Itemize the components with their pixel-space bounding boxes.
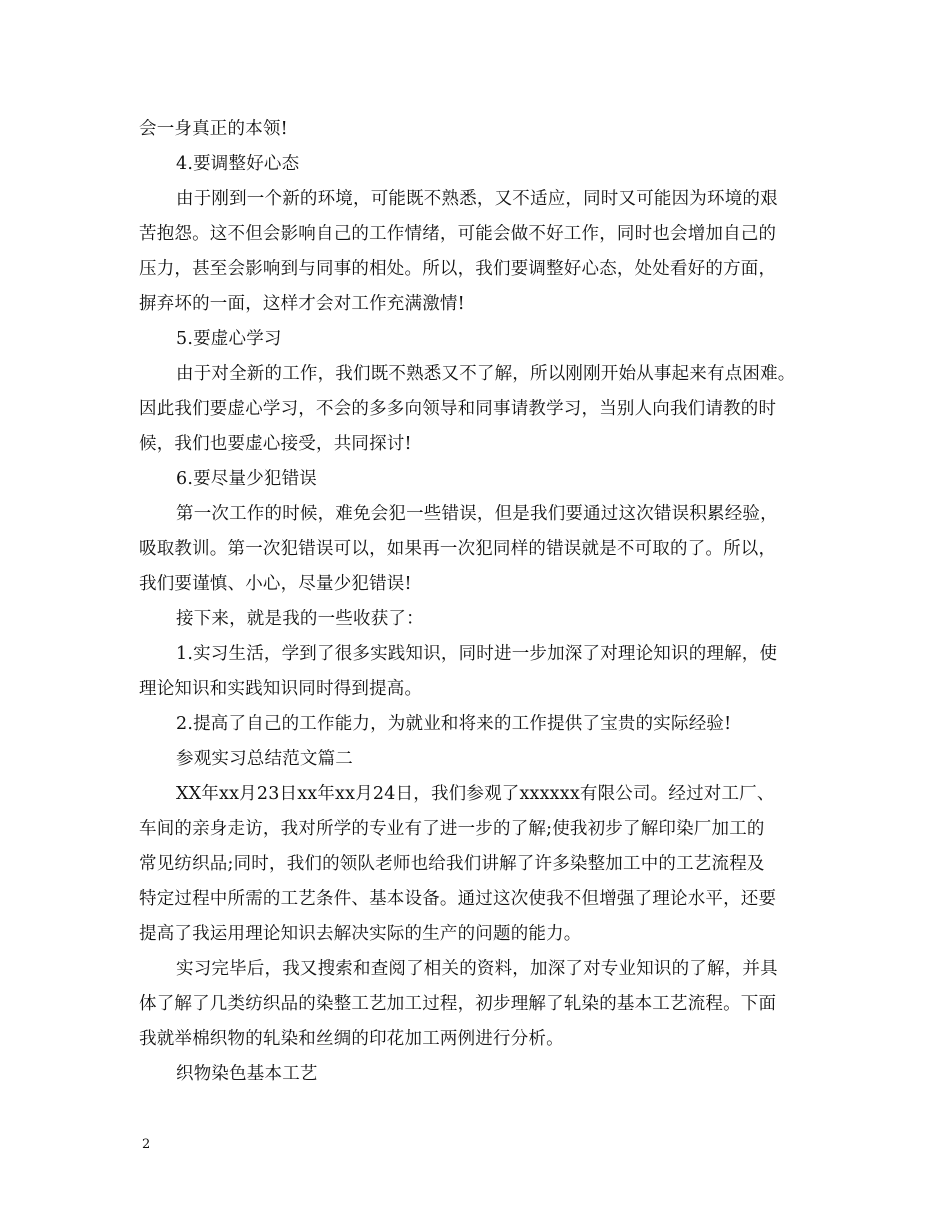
text-line: 理论知识和实践知识同时得到提高。 <box>139 679 423 699</box>
text-line: 接下来，就是我的一些收获了： <box>176 609 424 629</box>
text-line: 吸取教训。第一次犯错误可以，如果再一次犯同样的错误就是不可取的了。所以， <box>139 539 777 559</box>
text-line: 候，我们也要虚心接受，共同探讨! <box>139 434 412 454</box>
section-title: 参观实习总结范文篇二 <box>176 749 353 769</box>
text-line: 特定过程中所需的工艺条件、基本设备。通过这次使我不但增强了理论水平，还要 <box>139 889 777 909</box>
text-line: 提高了我运用理论知识去解决实际的生产的问题的能力。 <box>139 924 582 944</box>
text-line: 常见纺织品;同时，我们的领队老师也给我们讲解了许多染整加工中的工艺流程及 <box>139 854 765 874</box>
heading-fewer-mistakes: 6.要尽量少犯错误 <box>176 469 317 489</box>
text-line: 由于刚到一个新的环境，可能既不熟悉，又不适应，同时又可能因为环境的艰 <box>176 189 778 209</box>
page-number: 2 <box>142 1137 151 1152</box>
text-line: 体了解了几类纺织品的染整工艺加工过程，初步理解了轧染的基本工艺流程。下面 <box>139 994 777 1014</box>
subsection-title: 织物染色基本工艺 <box>176 1064 318 1084</box>
text-line: 实习完毕后，我又搜索和查阅了相关的资料，加深了对专业知识的了解，并具 <box>176 959 778 979</box>
text-line: 苦抱怨。这不但会影响自己的工作情绪，可能会做不好工作，同时也会增加自己的 <box>139 224 777 244</box>
text-line: 第一次工作的时候，难免会犯一些错误，但是我们要通过这次错误积累经验， <box>176 504 778 524</box>
text-line: 由于对全新的工作，我们既不熟悉又不了解，所以刚刚开始从事起来有点困难。 <box>176 364 796 384</box>
heading-learn-humbly: 5.要虚心学习 <box>176 329 282 349</box>
text-line: 因此我们要虚心学习，不会的多多向领导和同事请教学习，当别人向我们请教的时 <box>139 399 777 419</box>
text-line: 车间的亲身走访，我对所学的专业有了进一步的了解;使我初步了解印染厂加工的 <box>139 819 765 839</box>
list-item: 1.实习生活，学到了很多实践知识，同时进一步加深了对理论知识的理解，使 <box>176 644 778 664</box>
text-line: 我就举棉织物的轧染和丝绸的印花加工两例进行分析。 <box>139 1029 564 1049</box>
text-line: 摒弃坏的一面，这样才会对工作充满激情! <box>139 294 465 314</box>
text-line: XX年xx月23日xx年xx月24日，我们参观了xxxxxx有限公司。经过对工厂、 <box>176 784 775 804</box>
heading-adjust-mindset: 4.要调整好心态 <box>176 154 300 174</box>
text-line: 会一身真正的本领! <box>139 119 288 139</box>
list-item: 2.提高了自己的工作能力，为就业和将来的工作提供了宝贵的实际经验! <box>176 714 732 734</box>
text-line: 压力，甚至会影响到与同事的相处。所以，我们要调整好心态，处处看好的方面， <box>139 259 777 279</box>
text-line: 我们要谨慎、小心，尽量少犯错误! <box>139 574 412 594</box>
